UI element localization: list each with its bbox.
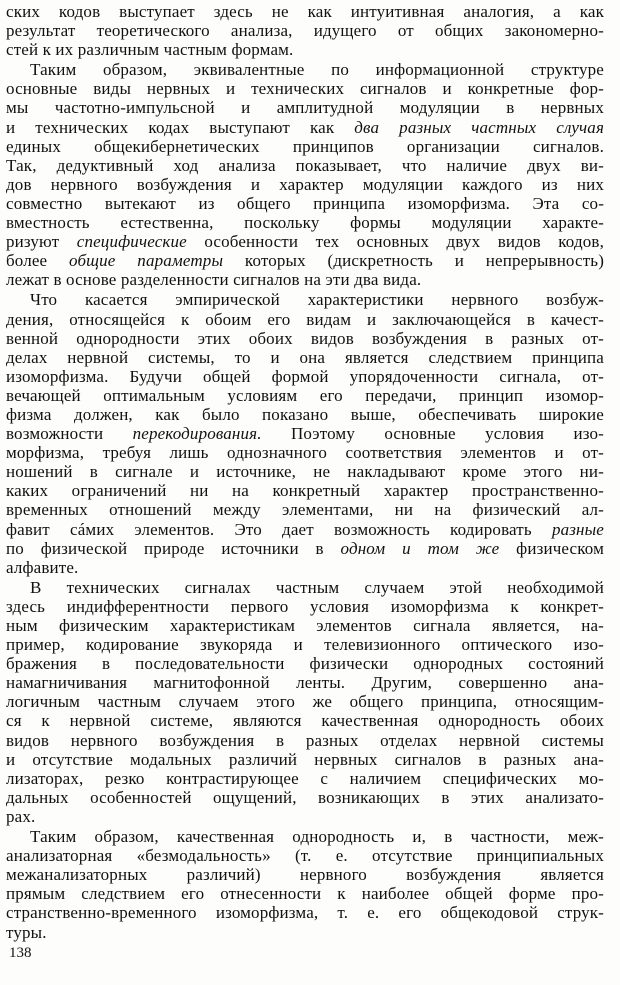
text-run: лизаторах, резко контрастирующее с наличием специфических мо- [6, 768, 604, 788]
text-run: фавит сáмих элементов. Это дает возможность кодировать [6, 519, 552, 539]
text-line [6, 367, 604, 386]
text-line [6, 386, 604, 405]
text-run: стей к их различным частным формам. [6, 40, 294, 60]
emphasis-run: одном и том же [340, 538, 500, 558]
text-run: мы частотно-импульсной и амплитудной модуляции в нервных [6, 98, 604, 118]
text-line [6, 731, 604, 750]
text-line [6, 520, 604, 539]
text-run: межанализаторных различий) нервного возбуждения является [6, 865, 604, 885]
text-run: единых общекибернетических принципов организации сигналов. [6, 136, 604, 156]
text-run: Поэтому основные условия изо- [261, 424, 604, 444]
text-run: намагничивания магнитофонной ленты. Другим, совершенно ана- [6, 673, 604, 693]
text-line [6, 539, 604, 558]
text-line [6, 329, 604, 348]
emphasis-run: специфические [76, 232, 187, 252]
text-run: Так, дедуктивный ход анализа показывает, что наличие двух ви- [6, 155, 604, 175]
text-run: ризуют [6, 232, 77, 252]
text-line [6, 635, 604, 654]
text-line [6, 884, 604, 903]
body-text [6, 2, 604, 942]
text-line [6, 616, 604, 635]
text-line [6, 137, 604, 156]
text-run: анализаторная «безмодальность» (т. е. отсутствие принципиальных [6, 846, 604, 866]
text-run: пример, кодирование звукоряда и телевизионного оптического изо- [6, 635, 604, 655]
text-line [6, 654, 604, 673]
emphasis-run: разные [551, 519, 604, 539]
text-line [6, 251, 604, 270]
emphasis-run: два разных частных случая [354, 117, 604, 137]
text-run: особенности тех основных двух видов кодов, [186, 232, 604, 252]
text-line [6, 310, 604, 329]
text-run: временных отношений между элементами, ни на физический ал- [6, 500, 604, 520]
text-run: бражения в последовательности физически однородных состояний [6, 654, 604, 674]
text-run: физма должен, как было показано выше, обеспечивать широкие [6, 404, 604, 424]
text-line [6, 846, 604, 865]
text-run: дальных особенностей ощущений, возникающих в этих анализато- [6, 787, 604, 807]
text-line [6, 79, 604, 98]
text-run: ся к нервной системе, являются качественная однородность обоих [6, 711, 604, 731]
page-number: 138 [9, 945, 32, 961]
text-line [6, 98, 604, 117]
text-run: и отсутствие модальных различий нервных сигналов в разных ана- [6, 749, 604, 769]
text-line [6, 156, 604, 175]
text-line [6, 405, 604, 424]
text-run: ным физическим характеристикам элементов сигнала является, на- [6, 616, 604, 635]
text-line [6, 175, 604, 194]
text-line [6, 481, 604, 500]
text-line [6, 290, 604, 309]
text-run: странственно-временного изоморфизма, т. е. его общекодовой струк- [6, 903, 604, 923]
text-line [6, 769, 604, 788]
text-line [6, 348, 604, 367]
text-run: видов нервного возбуждения в разных отделах нервной системы [6, 730, 604, 750]
text-run: Таким образом, качественная однородность и, в частности, меж- [30, 827, 604, 847]
text-line [6, 21, 604, 40]
text-run: логичным частным случаем этого же общего принципа, относящим- [6, 692, 604, 712]
text-run: дов нервного возбуждения и характер модуляции каждого из них [6, 174, 604, 194]
text-line [6, 462, 604, 481]
text-run: изоморфизма. Будучи общей формой упорядоченности сигнала, от- [6, 366, 604, 386]
text-run: здесь индифферентности первого условия изоморфизма к конкрет- [6, 596, 604, 616]
text-run: алфавите. [6, 557, 79, 577]
text-line [6, 578, 604, 597]
text-run: Что касается эмпирической характеристики нервного возбуж- [30, 290, 604, 310]
text-run: дения, относящейся к обоим его видам и заключающейся в качест- [6, 309, 604, 329]
text-run: рах. [6, 806, 36, 826]
emphasis-run: перекодирования. [132, 424, 262, 444]
text-line [6, 673, 604, 692]
text-run: более [6, 251, 70, 271]
text-run: каких ограничений ни на конкретный характер пространственно- [6, 481, 604, 501]
text-line [6, 2, 604, 21]
text-run: вместность естественна, поскольку формы модуляции характе- [6, 213, 604, 233]
text-run: основные виды нервных и технических сигналов и конкретные фор- [6, 79, 604, 99]
text-line [6, 232, 604, 251]
text-line [6, 827, 604, 846]
text-line [6, 597, 604, 616]
text-run: возможности [6, 424, 133, 444]
text-run: морфизма, требуя лишь однозначного соответствия элементов и от- [6, 443, 604, 463]
text-line [6, 807, 604, 826]
text-line [6, 711, 604, 730]
text-run: ношений в сигнале и источнике, не накладывают кроме этого ни- [6, 462, 604, 482]
text-run: по физической природе источники в [6, 538, 341, 558]
text-line [6, 903, 604, 922]
text-run: делах нервной системы, то и она является следствием принципа [6, 347, 604, 367]
text-line [6, 40, 604, 59]
text-line [6, 788, 604, 807]
text-run: туры. [6, 922, 47, 942]
text-line [6, 118, 604, 137]
text-line [6, 865, 604, 884]
text-run: Таким образом, эквивалентные по информационной структуре [30, 60, 604, 80]
text-line [6, 194, 604, 213]
text-run: В технических сигналах частным случаем этой необходимой [30, 577, 604, 597]
text-run: вечающей оптимальным условиям его передачи, принцип изомор- [6, 385, 604, 405]
text-line [6, 443, 604, 462]
text-run: и технических кодах выступают как [6, 117, 355, 137]
text-line [6, 213, 604, 232]
text-run: результат теоретического анализа, идущего от общих закономерно- [6, 21, 604, 41]
text-line [6, 270, 604, 289]
text-line [6, 692, 604, 711]
text-run: лежат в основе разделенности сигналов на эти два вида. [6, 270, 422, 290]
text-run: прямым следствием его отнесенности к наиболее общей форме про- [6, 884, 604, 904]
emphasis-run: общие параметры [69, 251, 224, 271]
text-line [6, 424, 604, 443]
text-line [6, 500, 604, 519]
text-line [6, 750, 604, 769]
text-run: венной однородности этих обоих видов возбуждения в разных от- [6, 328, 604, 348]
text-run: которых (дискретность и непрерывность) [223, 251, 604, 271]
text-run: ских кодов выступает здесь не как интуитивная аналогия, а как [6, 2, 604, 21]
text-run: совместно вытекают из общего принципа изоморфизма. Эта со- [6, 193, 604, 213]
text-line [6, 923, 604, 942]
text-line [6, 60, 604, 79]
text-run: физическом [499, 538, 604, 558]
text-line [6, 558, 604, 577]
